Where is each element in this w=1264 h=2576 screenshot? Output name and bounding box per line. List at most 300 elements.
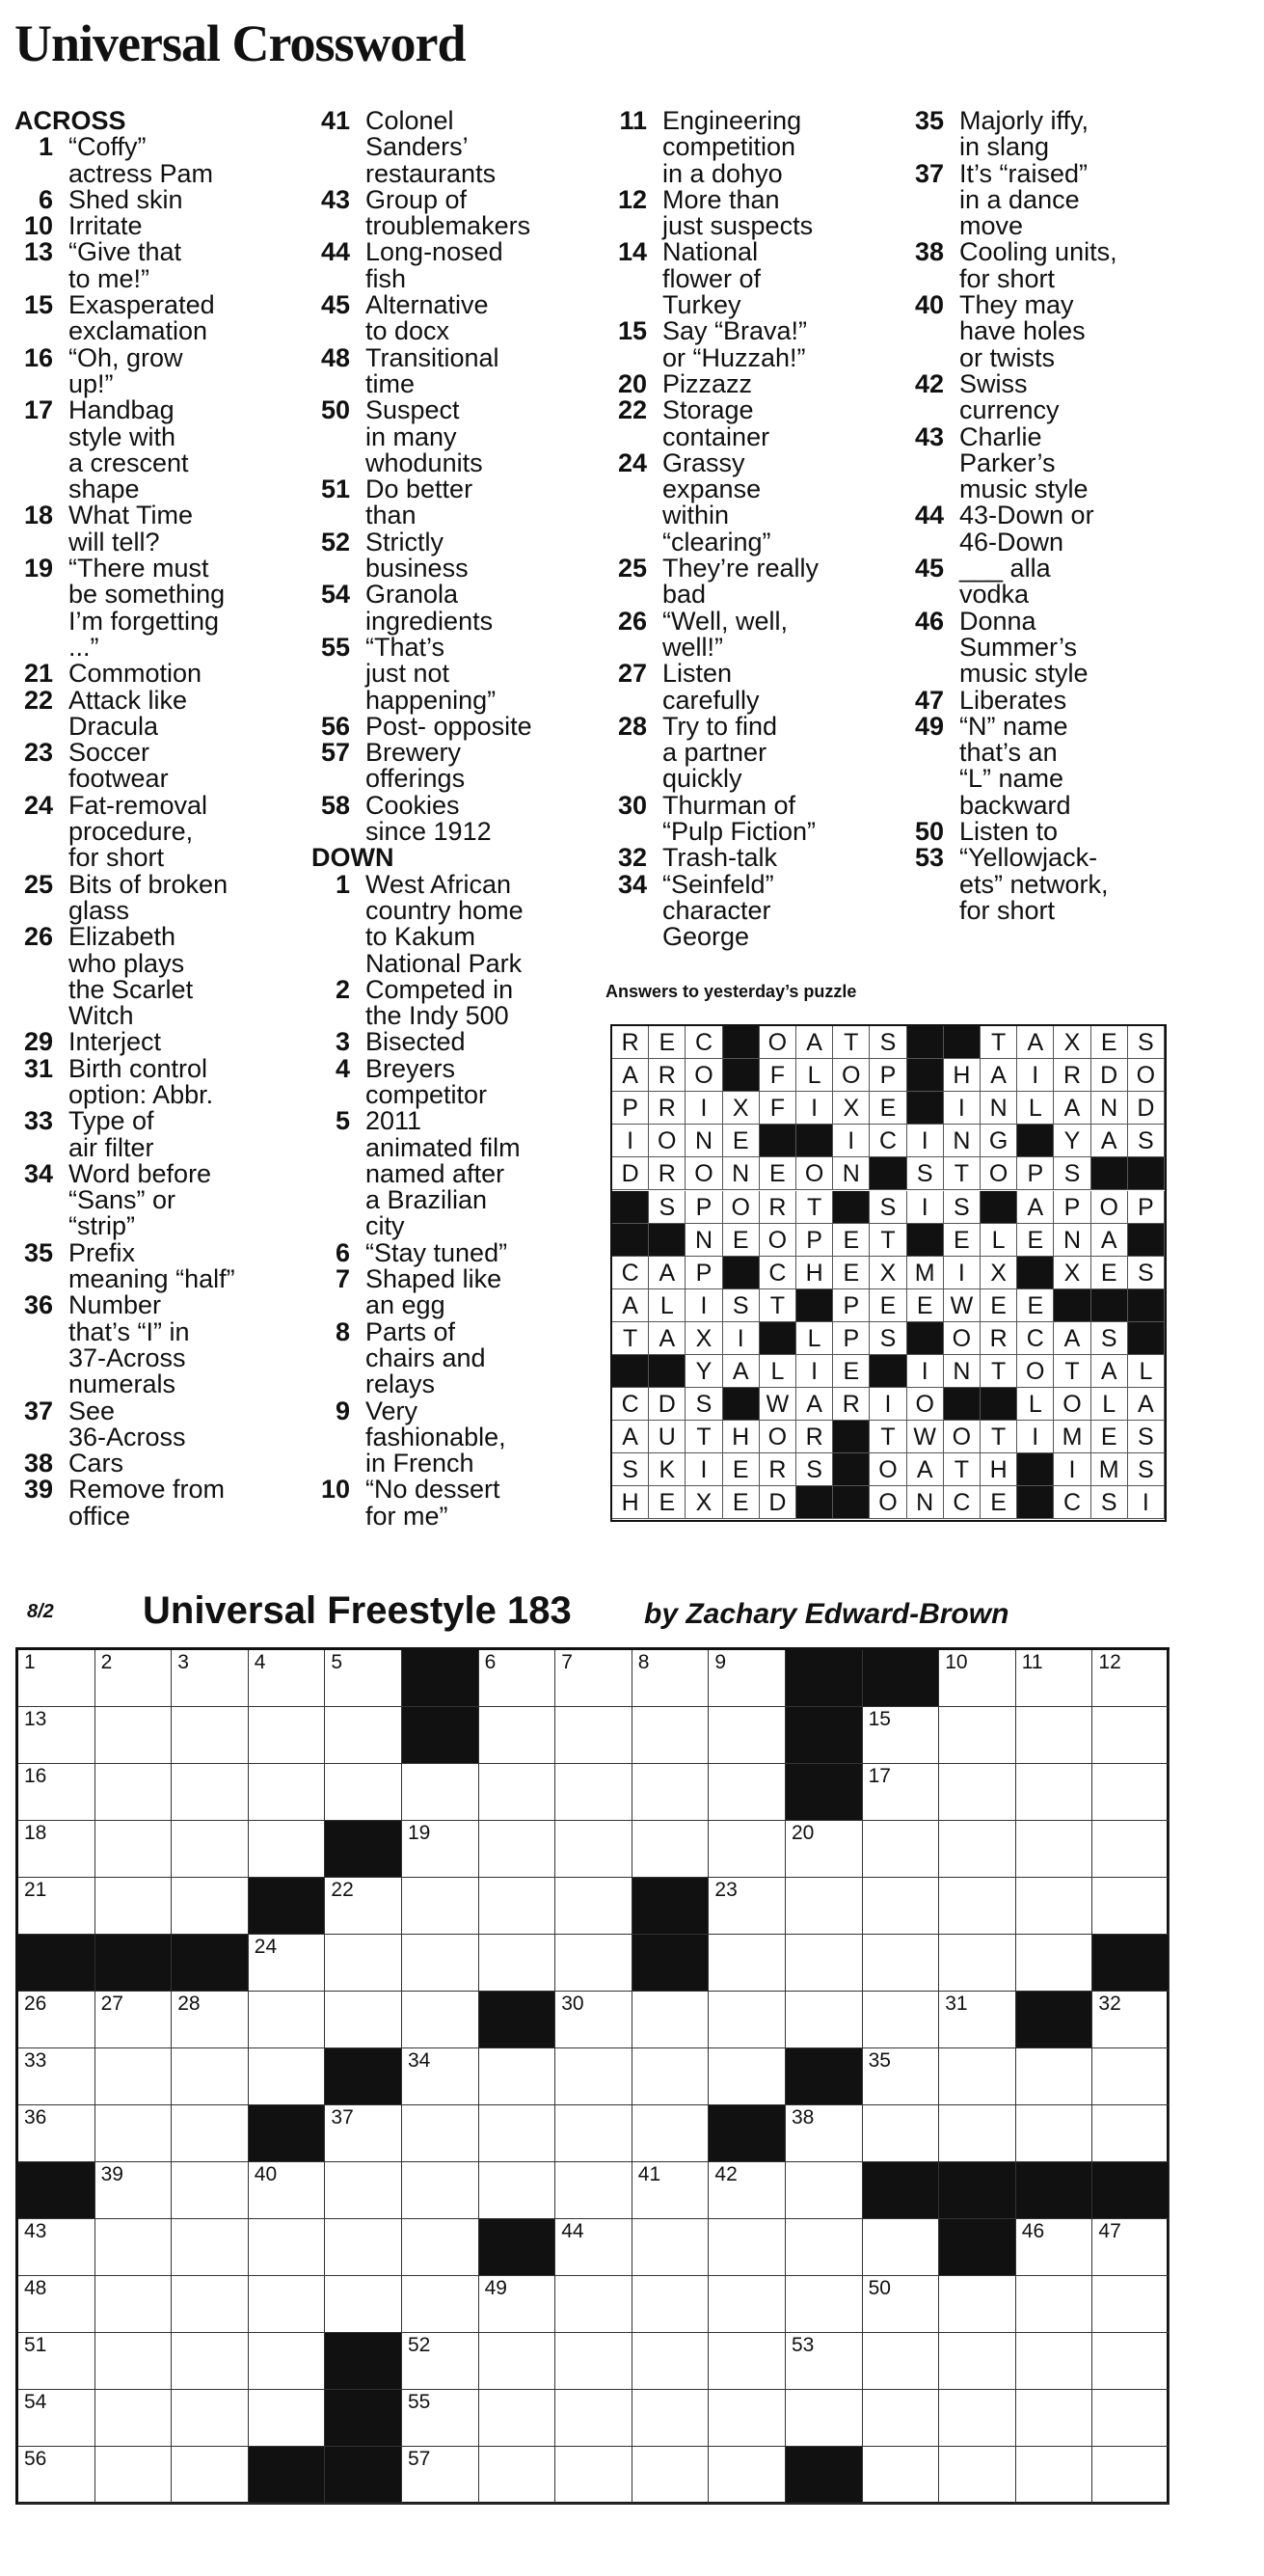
grid-cell[interactable] (939, 2333, 1016, 2390)
answer-cell: L (1017, 1388, 1054, 1421)
grid-cell[interactable] (325, 2162, 402, 2219)
grid-cell[interactable] (18, 1650, 95, 1707)
grid-cell[interactable] (95, 2276, 173, 2333)
answer-cell: N (981, 1092, 1017, 1125)
grid-cell[interactable] (325, 1764, 402, 1821)
grid-cell[interactable] (632, 2048, 710, 2105)
clue-number: 12 (617, 184, 647, 214)
grid-cell[interactable] (1016, 2219, 1093, 2276)
grid-cell[interactable] (1092, 1650, 1170, 1707)
grid-cell[interactable] (863, 1992, 940, 2048)
clue-text: Group of troublemakers (365, 184, 531, 241)
grid-cell[interactable] (402, 2162, 479, 2219)
answer-cell: I (944, 1257, 981, 1289)
grid-cell[interactable] (863, 1707, 940, 1764)
clue (14, 661, 309, 687)
grid-cell[interactable] (1092, 2276, 1170, 2333)
grid-cell[interactable] (18, 1764, 95, 1821)
answer-cell: I (1128, 1486, 1165, 1519)
grid-cell[interactable] (863, 2276, 940, 2333)
clue-number: 40 (914, 290, 944, 320)
grid-cell[interactable] (1092, 1764, 1170, 1821)
grid-cell[interactable] (863, 1821, 940, 1878)
grid-cell[interactable] (479, 2447, 556, 2504)
answer-cell: P (1017, 1157, 1054, 1190)
grid-cell[interactable] (95, 1992, 173, 2048)
answer-cell: R (760, 1453, 796, 1486)
grid-cell[interactable] (555, 1821, 632, 1878)
grid-cell[interactable] (249, 1821, 326, 1878)
grid-cell[interactable] (939, 2105, 1016, 2162)
grid-cell[interactable] (786, 1821, 863, 1878)
grid-cell[interactable] (1092, 2105, 1170, 2162)
grid-cell[interactable] (18, 1821, 95, 1878)
across-header: ACROSS (14, 106, 126, 135)
grid-cell[interactable] (786, 2390, 863, 2447)
grid-cell[interactable] (555, 1650, 632, 1707)
answer-cell: O (1128, 1059, 1165, 1092)
grid-cell[interactable] (1016, 1935, 1093, 1992)
cell-number: 51 (24, 2334, 47, 2356)
grid-cell[interactable] (555, 1935, 632, 1992)
grid-cell[interactable] (402, 2048, 479, 2105)
grid-cell[interactable] (18, 2333, 95, 2390)
grid-cell[interactable] (939, 2048, 1016, 2105)
answer-cell: T (981, 1355, 1017, 1388)
grid-cell[interactable] (786, 1878, 863, 1935)
grid-cell[interactable] (479, 1878, 556, 1935)
grid-cell[interactable] (632, 2447, 710, 2504)
grid-cell[interactable] (172, 1821, 249, 1878)
grid-cell[interactable] (939, 1935, 1016, 1992)
grid-cell[interactable] (555, 1764, 632, 1821)
grid-cell[interactable] (863, 1935, 940, 1992)
grid-cell[interactable] (1092, 1821, 1170, 1878)
grid-cell[interactable] (709, 1878, 786, 1935)
answer-cell: I (907, 1355, 944, 1388)
clue (14, 924, 309, 1029)
grid-cell[interactable] (479, 2048, 556, 2105)
grid-cell[interactable] (402, 2276, 479, 2333)
clue-column-1 (14, 108, 309, 1530)
grid-cell[interactable] (172, 2447, 249, 2504)
grid-cell[interactable] (95, 1707, 173, 1764)
grid-cell[interactable] (402, 2390, 479, 2447)
grid-cell[interactable] (249, 1935, 326, 1992)
cell-number: 23 (714, 1879, 738, 1901)
answer-cell: E (1091, 1026, 1128, 1059)
grid-cell[interactable] (95, 1821, 173, 1878)
grid-cell[interactable] (1016, 2447, 1093, 2504)
grid-cell[interactable] (325, 1992, 402, 2048)
grid-cell[interactable] (402, 2219, 479, 2276)
grid-cell[interactable] (1092, 2219, 1170, 2276)
grid-cell[interactable] (939, 2390, 1016, 2447)
grid-cell[interactable] (479, 1764, 556, 1821)
grid-cell[interactable] (479, 1650, 556, 1707)
grid-cell[interactable] (786, 2219, 863, 2276)
answer-cell: A (723, 1355, 760, 1388)
grid-cell[interactable] (1016, 2105, 1093, 2162)
clue-number: 1 (335, 869, 350, 899)
clue-list (905, 108, 1199, 924)
grid-cell[interactable] (325, 1935, 402, 1992)
grid-cell[interactable] (402, 2105, 479, 2162)
grid-cell[interactable] (786, 2276, 863, 2333)
grid-block (325, 2390, 402, 2447)
clue (311, 342, 605, 398)
answer-cell: O (686, 1059, 722, 1092)
clue-text: Engineering competition in a dohyo (662, 106, 802, 188)
grid-cell[interactable] (95, 2105, 173, 2162)
grid-cell[interactable] (1092, 1878, 1170, 1935)
answer-cell: N (1091, 1092, 1128, 1125)
clue (14, 397, 309, 502)
clue-number: 26 (23, 922, 53, 952)
grid-cell[interactable] (1092, 2390, 1170, 2447)
cell-number: 10 (945, 1651, 968, 1673)
grid-cell[interactable] (402, 1992, 479, 2048)
clue-number: 15 (23, 290, 53, 320)
grid-cell[interactable] (249, 2219, 326, 2276)
grid-cell[interactable] (709, 2162, 786, 2219)
clue-text: Handbag style with a crescent shape (68, 395, 189, 504)
grid-cell[interactable] (939, 1992, 1016, 2048)
grid-cell[interactable] (249, 2162, 326, 2219)
answer-cell: S (1054, 1157, 1090, 1190)
answer-cell: P (833, 1322, 870, 1355)
answer-block (833, 1421, 870, 1453)
clue-text: National flower of Turkey (662, 237, 762, 320)
cell-number: 6 (484, 1651, 497, 1673)
grid-block (709, 2105, 786, 2162)
clue-text: West African country home to Kakum National Park (365, 869, 524, 978)
grid-cell[interactable] (632, 2333, 710, 2390)
grid-cell[interactable] (632, 2219, 710, 2276)
grid-cell[interactable] (1016, 1821, 1093, 1878)
grid-cell[interactable] (555, 1878, 632, 1935)
grid-cell[interactable] (172, 1878, 249, 1935)
answer-cell: E (649, 1486, 686, 1519)
grid-cell[interactable] (555, 2276, 632, 2333)
grid-cell[interactable] (555, 2219, 632, 2276)
grid-cell[interactable] (1016, 1878, 1093, 1935)
grid-block (402, 1650, 479, 1707)
grid-cell[interactable] (479, 2333, 556, 2390)
grid-cell[interactable] (325, 1707, 402, 1764)
grid-cell[interactable] (1016, 2333, 1093, 2390)
answer-cell: S (686, 1388, 722, 1421)
answer-block (870, 1157, 906, 1190)
clue-text: Transitional time (365, 342, 499, 398)
grid-cell[interactable] (632, 1650, 710, 1707)
grid-cell[interactable] (555, 2333, 632, 2390)
grid-cell[interactable] (939, 1707, 1016, 1764)
grid-cell[interactable] (709, 1650, 786, 1707)
grid-cell[interactable] (786, 1992, 863, 2048)
grid-cell[interactable] (479, 1935, 556, 1992)
cell-number: 32 (1098, 1993, 1121, 2015)
grid-cell[interactable] (863, 2105, 940, 2162)
clue (14, 213, 309, 239)
clue-number: 36 (23, 1290, 53, 1320)
grid-cell[interactable] (939, 2447, 1016, 2504)
cell-number: 47 (1098, 2220, 1121, 2242)
grid-cell[interactable] (325, 2219, 402, 2276)
clue-text: Liberates (959, 685, 1067, 715)
grid-cell[interactable] (1092, 2333, 1170, 2390)
grid-cell[interactable] (479, 2276, 556, 2333)
grid-cell[interactable] (479, 2162, 556, 2219)
answer-cell: P (1128, 1191, 1165, 1224)
grid-cell[interactable] (939, 1764, 1016, 1821)
grid-cell[interactable] (863, 1764, 940, 1821)
clue-text: Type of air filter (68, 1106, 154, 1162)
grid-cell[interactable] (95, 2048, 173, 2105)
clue-text: Suspect in many whodunits (365, 395, 483, 477)
grid-cell[interactable] (632, 1821, 710, 1878)
answers-label: Answers to yesterday’s puzzle (605, 982, 857, 1001)
grid-cell[interactable] (632, 2390, 710, 2447)
grid-cell[interactable] (325, 2105, 402, 2162)
grid-cell[interactable] (18, 2219, 95, 2276)
grid-cell[interactable] (402, 1764, 479, 1821)
grid-cell[interactable] (555, 2105, 632, 2162)
grid-cell[interactable] (249, 1650, 326, 1707)
grid-cell[interactable] (1016, 1650, 1093, 1707)
grid-cell[interactable] (95, 1878, 173, 1935)
grid-cell[interactable] (18, 1707, 95, 1764)
grid-cell[interactable] (555, 2447, 632, 2504)
answer-cell: R (612, 1026, 649, 1059)
answer-cell: E (1091, 1421, 1128, 1453)
answer-cell: C (1017, 1322, 1054, 1355)
grid-cell[interactable] (1092, 1707, 1170, 1764)
grid-cell[interactable] (95, 2447, 173, 2504)
clue-number: 33 (23, 1106, 53, 1136)
grid-cell[interactable] (863, 2048, 940, 2105)
answer-cell: A (612, 1059, 649, 1092)
grid-cell[interactable] (709, 2276, 786, 2333)
answer-cell: S (870, 1026, 906, 1059)
clue-number: 20 (617, 368, 647, 398)
answer-cell: S (723, 1289, 760, 1322)
grid-cell[interactable] (249, 2048, 326, 2105)
grid-cell[interactable] (1016, 2390, 1093, 2447)
clue-text: Interject (68, 1027, 162, 1057)
grid-cell[interactable] (402, 2333, 479, 2390)
grid-cell[interactable] (325, 1650, 402, 1707)
clue (14, 134, 309, 187)
grid-cell[interactable] (249, 1764, 326, 1821)
grid-cell[interactable] (95, 2219, 173, 2276)
answer-block (833, 1486, 870, 1519)
answer-block (1091, 1157, 1128, 1190)
grid-cell[interactable] (325, 1878, 402, 1935)
grid-cell[interactable] (555, 1707, 632, 1764)
grid-cell[interactable] (1016, 2048, 1093, 2105)
clue-number: 48 (320, 342, 350, 372)
grid-cell[interactable] (18, 1878, 95, 1935)
grid-cell[interactable] (555, 2162, 632, 2219)
grid-cell[interactable] (632, 1707, 710, 1764)
grid-cell[interactable] (632, 2162, 710, 2219)
grid-cell[interactable] (172, 1992, 249, 2048)
grid-cell[interactable] (863, 2333, 940, 2390)
grid-block (786, 1650, 863, 1707)
grid-cell[interactable] (709, 2219, 786, 2276)
grid-cell[interactable] (1016, 2276, 1093, 2333)
cell-number: 34 (408, 2049, 431, 2072)
grid-cell[interactable] (402, 1821, 479, 1878)
grid-cell[interactable] (249, 2276, 326, 2333)
grid-cell[interactable] (555, 1992, 632, 2048)
clue-text: Swiss currency (959, 368, 1060, 425)
grid-cell[interactable] (863, 2390, 940, 2447)
grid-cell[interactable] (709, 2333, 786, 2390)
grid-cell[interactable] (18, 1992, 95, 2048)
grid-cell[interactable] (939, 1878, 1016, 1935)
grid-cell[interactable] (249, 1707, 326, 1764)
grid-cell[interactable] (95, 2390, 173, 2447)
grid-cell[interactable] (95, 2162, 173, 2219)
answer-cell: E (1091, 1257, 1128, 1289)
grid-cell[interactable] (632, 1992, 710, 2048)
grid-block (786, 2048, 863, 2105)
grid-cell[interactable] (479, 1821, 556, 1878)
clue-number: 57 (320, 738, 350, 768)
grid-cell[interactable] (939, 1650, 1016, 1707)
clue (905, 845, 1199, 924)
clue-text: Commotion (68, 659, 202, 689)
answer-cell: S (1128, 1125, 1165, 1157)
answer-cell: W (907, 1421, 944, 1453)
grid-cell[interactable] (863, 2447, 940, 2504)
clue-text: Cooling units, for short (959, 237, 1117, 293)
answer-cell: X (981, 1257, 1017, 1289)
grid-cell[interactable] (479, 1707, 556, 1764)
clue (14, 1398, 309, 1451)
grid-cell[interactable] (1016, 1707, 1093, 1764)
clue-text: Majorly iffy, in slang (959, 106, 1089, 162)
cell-number: 36 (24, 2106, 47, 2129)
grid-cell[interactable] (709, 1707, 786, 1764)
clue (311, 582, 605, 635)
grid-cell[interactable] (709, 1935, 786, 1992)
clue-number: 28 (617, 711, 647, 741)
grid-cell[interactable] (709, 2447, 786, 2504)
clue (905, 685, 1199, 715)
grid-cell[interactable] (172, 1764, 249, 1821)
grid-cell[interactable] (172, 2219, 249, 2276)
answers-grid (610, 1024, 1167, 1522)
grid-cell[interactable] (249, 2390, 326, 2447)
answer-cell: O (649, 1125, 686, 1157)
grid-cell[interactable] (325, 2276, 402, 2333)
grid-cell[interactable] (172, 2105, 249, 2162)
grid-block (863, 2162, 940, 2219)
answer-cell: L (1091, 1388, 1128, 1421)
grid-cell[interactable] (863, 1878, 940, 1935)
grid-cell[interactable] (172, 1707, 249, 1764)
grid-cell[interactable] (18, 2447, 95, 2504)
clue-number: 58 (320, 790, 350, 820)
clue-text: Attack like Dracula (68, 685, 188, 741)
answer-cell: D (1128, 1092, 1165, 1125)
grid-cell[interactable] (172, 2162, 249, 2219)
grid-cell[interactable] (1016, 1764, 1093, 1821)
grid-cell[interactable] (632, 1764, 710, 1821)
grid-cell[interactable] (402, 2447, 479, 2504)
grid-cell[interactable] (249, 1992, 326, 2048)
grid-cell[interactable] (479, 2390, 556, 2447)
answer-cell: E (649, 1026, 686, 1059)
answer-cell: P (870, 1059, 906, 1092)
grid-cell[interactable] (632, 2105, 710, 2162)
grid-cell[interactable] (786, 2105, 863, 2162)
grid-cell[interactable] (18, 2390, 95, 2447)
clue (311, 292, 605, 345)
grid-cell[interactable] (95, 1650, 173, 1707)
grid-cell[interactable] (18, 2276, 95, 2333)
cell-number: 43 (24, 2220, 47, 2242)
grid-cell[interactable] (18, 2105, 95, 2162)
clue-number: 51 (320, 475, 350, 504)
grid-cell[interactable] (555, 2048, 632, 2105)
grid-cell[interactable] (939, 2276, 1016, 2333)
answer-cell: X (833, 1092, 870, 1125)
clue-number: 14 (617, 237, 647, 267)
grid-cell[interactable] (786, 2162, 863, 2219)
grid-cell[interactable] (479, 2105, 556, 2162)
clue (14, 502, 309, 556)
grid-cell[interactable] (1092, 2447, 1170, 2504)
cell-number: 17 (868, 1765, 891, 1787)
grid-cell[interactable] (709, 2048, 786, 2105)
grid-cell[interactable] (1092, 2048, 1170, 2105)
answer-cell: N (907, 1486, 944, 1519)
grid-cell[interactable] (172, 1650, 249, 1707)
grid-cell[interactable] (172, 2390, 249, 2447)
grid-cell[interactable] (95, 2333, 173, 2390)
cell-number: 46 (1021, 2220, 1045, 2242)
grid-cell[interactable] (18, 2048, 95, 2105)
grid-cell[interactable] (939, 1821, 1016, 1878)
grid-cell[interactable] (709, 2390, 786, 2447)
grid-cell[interactable] (402, 1935, 479, 1992)
grid-cell[interactable] (172, 2276, 249, 2333)
grid-cell[interactable] (786, 2333, 863, 2390)
grid-cell[interactable] (402, 1878, 479, 1935)
grid-cell[interactable] (786, 1935, 863, 1992)
grid-cell[interactable] (249, 2333, 326, 2390)
grid-cell[interactable] (172, 2048, 249, 2105)
grid-cell[interactable] (632, 2276, 710, 2333)
answer-cell: R (649, 1157, 686, 1190)
grid-cell[interactable] (172, 2333, 249, 2390)
grid-cell[interactable] (709, 1821, 786, 1878)
cell-number: 3 (177, 1651, 189, 1673)
grid-cell[interactable] (863, 2219, 940, 2276)
grid-cell[interactable] (709, 1992, 786, 2048)
grid-cell[interactable] (95, 1764, 173, 1821)
clue-text: Storage container (662, 395, 770, 451)
grid-cell[interactable] (555, 2390, 632, 2447)
clue-text: Remove from office (68, 1475, 226, 1531)
grid-cell[interactable] (1092, 1992, 1170, 2048)
grid-cell[interactable] (709, 1764, 786, 1821)
answer-cell: M (1091, 1453, 1128, 1486)
